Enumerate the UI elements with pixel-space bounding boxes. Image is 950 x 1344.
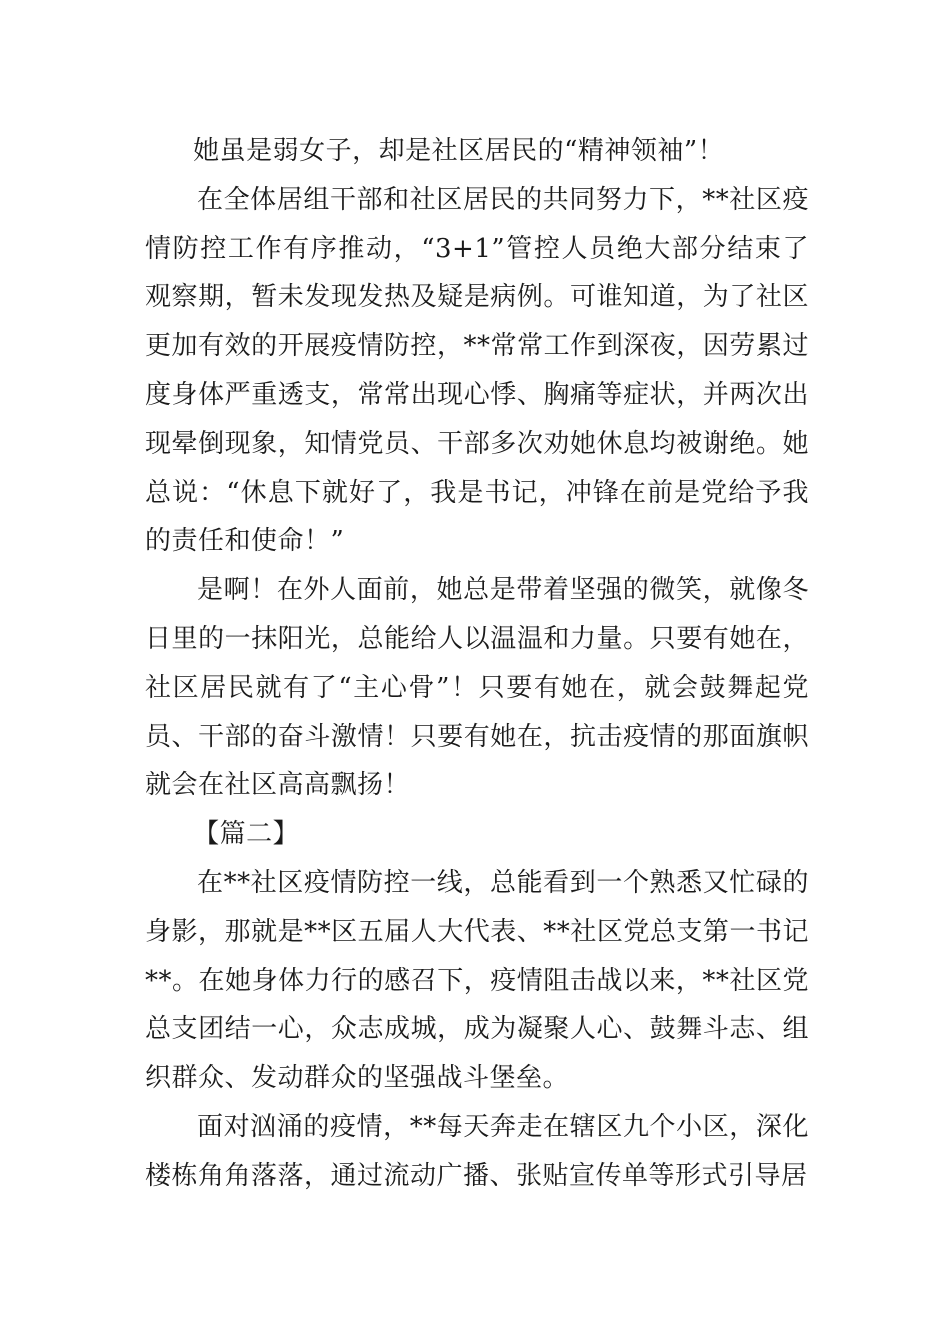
paragraph-3: 是啊！在外人面前，她总是带着坚强的微笑，就像冬日里的一抹阳光，总能给人以温温和力量。只要有她在，社区居民就有了“主心骨”！只要有她在，就会鼓舞起党员、干部的奋斗激情！只要有她在，抗击疫情的那面旗帜就会在社区高高飘扬！ <box>145 575 809 801</box>
section-paragraph-2: 面对汹涌的疫情，**每天奔走在辖区九个小区，深化楼栋角角落落，通过流动广播、张贴宣传单等形式引导居 <box>145 1111 809 1191</box>
section-paragraph-1: 在**社区疫情防控一线，总能看到一个熟悉又忙碌的身影，那就是**区五届人大代表、**社区党总支第一书记**。在她身体力行的感召下，疫情阻击战以来，**社区党总支团结一心，众志成城，成为凝聚人心、鼓舞斗志、组织群众、发动群众的坚强战斗堡垒。 <box>145 867 809 1094</box>
section-heading: 【篇二】 <box>193 819 300 850</box>
paragraph-1: 她虽是弱女子，却是社区居民的“精神领袖”！ <box>193 136 725 166</box>
document-body <box>145 127 809 1201</box>
paragraph-2: 在全体居组干部和社区居民的共同努力下，**社区疫情防控工作有序推动，“3+1”管控人员绝大部分结束了观察期，暂未发现发热及疑是病例。可谁知道，为了社区更加有效的开展疫情防控，**常常工作到深夜，因劳累过度身体严重透支，常常出现心悸、胸痛等症状，并两次出现晕倒现象，知情党员、干部多次劝她休息均被谢绝。她总说：“休息下就好了，我是书记，冲锋在前是党给予我的责任和使命！” <box>145 184 809 557</box>
